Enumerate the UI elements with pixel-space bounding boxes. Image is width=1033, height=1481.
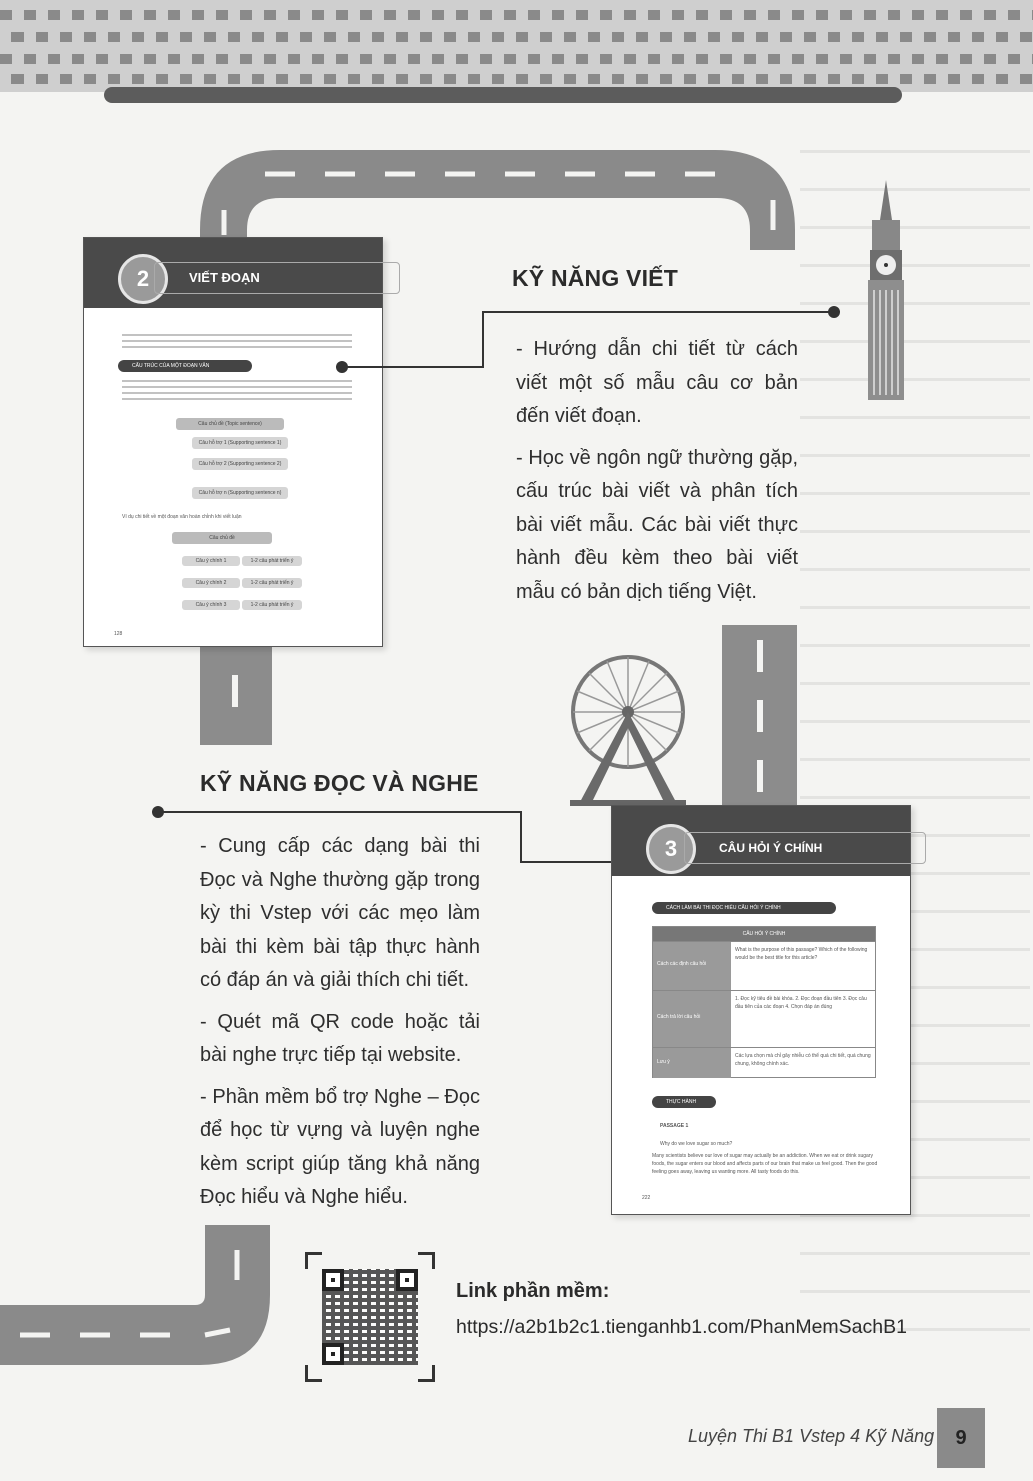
top-divider-bar — [104, 87, 902, 103]
intro-text — [122, 334, 352, 350]
example-label: Ví dụ chi tiết về một đoạn văn hoàn chỉnh khi viết luận — [122, 514, 242, 520]
passage-question: Why do we love sugar so much? — [660, 1141, 733, 1147]
road-segment-left — [200, 640, 272, 745]
reading-bullet-1: - Cung cấp các dạng bài thi Đọc và Nghe thường gặp trong kỳ thi Vstep với các mẹo làm bài thi kèm bài tập thực hành có đáp án và giải thích chi tiết. — [200, 835, 480, 991]
writing-bullet-2: - Học về ngôn ngữ thường gặp, cấu trúc bài viết và phân tích bài viết mẫu. Các bài viết thực hành đều kèm theo bài viết mẫu có bản dịch tiếng Việt. — [516, 446, 798, 603]
main-idea-3: Câu ý chính 3 — [182, 600, 240, 610]
section-a-text — [122, 380, 352, 402]
reading-listening-heading: KỸ NĂNG ĐỌC VÀ NGHE — [200, 770, 479, 796]
card-title: VIẾT ĐOẠN — [154, 262, 400, 294]
writing-heading: KỸ NĂNG VIẾT — [512, 265, 678, 291]
writing-description — [516, 333, 798, 617]
topic-sentence-box: Câu chủ đề (Topic sentence) — [176, 418, 284, 430]
develop-3: 1-2 câu phát triển ý — [242, 600, 302, 610]
page-number — [937, 1408, 985, 1468]
strategy-table — [652, 926, 876, 1078]
connector-line — [482, 311, 484, 368]
topic-box: Câu chủ đề — [172, 532, 272, 544]
software-link-label: Link phần mềm: — [456, 1280, 610, 1302]
road-segment-right — [722, 625, 797, 810]
develop-1: 1-2 câu phát triển ý — [242, 556, 302, 566]
connector-dot — [828, 306, 840, 318]
connector-line — [520, 861, 622, 863]
table-cell: 1. Đọc kỹ tiêu đề bài khóa. 2. Đọc đoạn đầu tiên 3. Đọc câu đầu tiên của các đoạn 4. Chọn đáp án đúng — [735, 996, 867, 1010]
software-link-url[interactable]: https://a2b1b2c1.tienganhb1.com/PhanMemSachB1 — [456, 1316, 907, 1338]
table-cell: Các lựa chọn mà chỉ gây nhiễu có thể quá chi tiết, quá chung chung, không chính xác. — [735, 1053, 871, 1067]
chapter-number-badge: 3 — [646, 824, 696, 874]
connector-line — [520, 811, 522, 863]
connector-line — [482, 311, 834, 313]
top-decoration — [0, 0, 1033, 92]
table-header: CÂU HỎI Ý CHÍNH — [653, 927, 875, 941]
ferris-wheel-illustration — [560, 650, 700, 810]
reading-sample-page — [611, 805, 911, 1215]
supporting-sentence-2: Câu hỗ trợ 2 (Supporting sentence 2) — [192, 458, 288, 470]
main-idea-1: Câu ý chính 1 — [182, 556, 240, 566]
develop-2: 1-2 câu phát triển ý — [242, 578, 302, 588]
writing-sample-page — [83, 237, 383, 647]
card-page-number: 128 — [114, 631, 123, 637]
section-d-label: THỰC HÀNH — [652, 1096, 716, 1108]
table-cell: Lưu ý — [653, 1048, 731, 1078]
section-a-label: CẤU TRÚC CỦA MỘT ĐOẠN VĂN — [118, 360, 252, 372]
section-a-label: CÁCH LÀM BÀI THI ĐỌC HIỂU CÂU HỎI Ý CHÍNH — [652, 902, 836, 914]
card-title: CÂU HỎI Ý CHÍNH — [684, 832, 926, 864]
passage-label: PASSAGE 1 — [660, 1123, 689, 1129]
connector-line — [340, 366, 484, 368]
writing-bullet-1: - Hướng dẫn chi tiết từ cách viết một số mẫu câu cơ bản đến viết đoạn. — [516, 338, 798, 427]
page-number-text: 9 — [955, 1427, 967, 1449]
supporting-sentence-1: Câu hỗ trợ 1 (Supporting sentence 1) — [192, 437, 288, 449]
qr-code[interactable] — [305, 1252, 435, 1382]
card-page-number: 222 — [642, 1195, 651, 1201]
big-ben-illustration — [858, 180, 914, 400]
book-title-footer: Luyện Thi B1 Vstep 4 Kỹ Năng — [688, 1426, 935, 1446]
chapter-number-badge: 2 — [118, 254, 168, 304]
passage-paragraph: Many scientists believe our love of sugar may actually be an addiction. When we eat or drink sugary foods, the sugar enters our blood and affects parts of our brain that make us feel good. Then the good feeling goes away, leaving us wanting more. All tasty foods do this. — [652, 1153, 878, 1175]
supporting-sentence-n: Câu hỗ trợ n (Supporting sentence n) — [192, 487, 288, 499]
reading-bullet-2: - Quét mã QR code hoặc tải bài nghe trực tiếp tại website. — [200, 1010, 480, 1066]
road-bottom — [0, 1225, 280, 1375]
reading-bullet-3: - Phần mềm bổ trợ Nghe – Đọc để học từ vựng và luyện nghe kèm script giúp tăng khả năng Đọc hiểu và Nghe hiểu. — [200, 1085, 480, 1208]
connector-line — [158, 811, 522, 813]
reading-description — [200, 830, 480, 1223]
main-idea-2: Câu ý chính 2 — [182, 578, 240, 588]
table-cell: Cách trả lời câu hỏi — [653, 991, 731, 1047]
table-cell: Cách các định câu hỏi — [653, 942, 731, 990]
table-cell: What is the purpose of this passage? Which of the following would be the best title for this article? — [735, 947, 868, 961]
